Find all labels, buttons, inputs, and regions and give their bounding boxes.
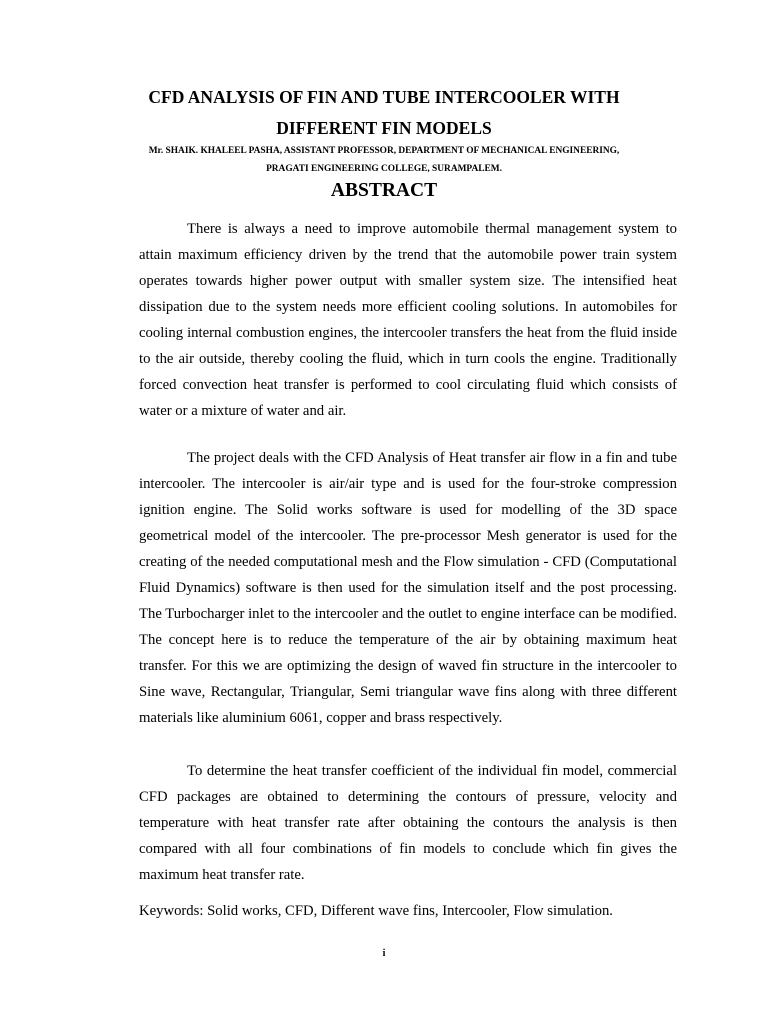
author-affiliation-line-1: Mr. SHAIK. KHALEEL PASHA, ASSISTANT PROFESSOR, DEPARTMENT OF MECHANICAL ENGINEERING, xyxy=(148,146,620,156)
paper-title-line-2: DIFFERENT FIN MODELS xyxy=(276,118,492,138)
page-number: i xyxy=(382,948,386,959)
abstract-paragraph-2: The project deals with the CFD Analysis of Heat transfer air flow in a fin and tube intercooler. The intercooler is air/air type and is used for the four-stroke compression ignition engine. The Solid works software is used for modelling of the 3D space geometrical model of the intercooler. The pre-processor Mesh generator is used for the creating of the needed computational mesh and the Flow simulation - CFD (Computational Fluid Dynamics) software is then used for the simulation itself and the post processing. The Turbocharger inlet to the intercooler and the outlet to engine interface can be modified. The concept here is to reduce the temperature of the air by obtaining maximum heat transfer. For this we are optimizing the design of waved fin structure in the intercooler to Sine wave, Rectangular, Triangular, Semi triangular wave fins along with three different materials like aluminium 6061, copper and brass respectively. xyxy=(139,450,677,726)
author-affiliation-line-2: PRAGATI ENGINEERING COLLEGE, SURAMPALEM. xyxy=(266,164,502,174)
keywords-line: Keywords: Solid works, CFD, Different wave fins, Intercooler, Flow simulation. xyxy=(139,903,613,919)
paper-title-line-1: CFD ANALYSIS OF FIN AND TUBE INTERCOOLER WITH xyxy=(148,87,620,107)
abstract-paragraph-3: To determine the heat transfer coefficient of the individual fin model, commercial CFD packages are obtained to determining the contours of pressure, velocity and temperature with heat transfer rate after obtaining the contours the analysis is then compared with all four combinations of fin models to conclude which fin gives the maximum heat transfer rate. xyxy=(139,763,677,883)
abstract-paragraph-1: There is always a need to improve automobile thermal management system to attain maximum efficiency driven by the trend that the automobile power train system operates towards higher power output with smaller system size. The intensified heat dissipation due to the system needs more efficient cooling solutions. In automobiles for cooling internal combustion engines, the intercooler transfers the heat from the fluid inside to the air outside, thereby cooling the fluid, which in turn cools the engine. Traditionally forced convection heat transfer is performed to cool circulating fluid which consists of water or a mixture of water and air. xyxy=(139,221,677,419)
abstract-heading: ABSTRACT xyxy=(330,180,438,201)
